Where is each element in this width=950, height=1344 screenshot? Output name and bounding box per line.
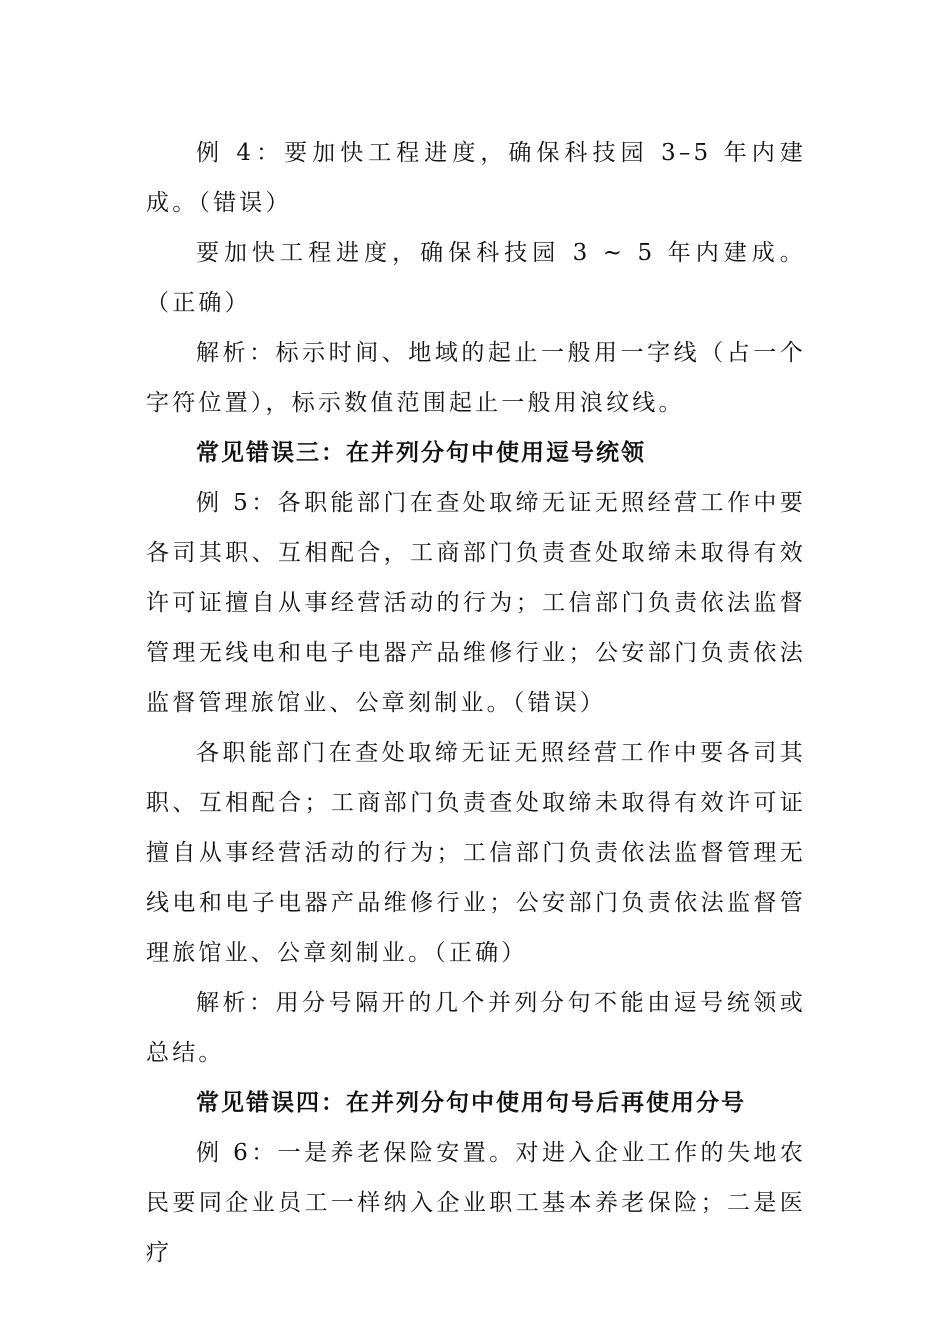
section-heading-error-three: 常见错误三：在并列分句中使用逗号统领 — [196, 440, 646, 466]
example-5-correct: 各职能部门在查处取缔无证无照经营工作中要各司其职、互相配合；工商部门负责查处取缔未取得有效许可证擅自从事经营活动的行为；工信部门负责依法监督管理无线电和电子电器产品维修行业；公安部门负责依法监督管理旅馆业、公章刻制业。（正确） — [146, 740, 806, 966]
example-4-wrong: 例 4：要加快工程进度，确保科技园 3–5 年内建成。（错误） — [146, 140, 806, 216]
example-4-correct: 要加快工程进度，确保科技园 3 ~ 5 年内建成。（正确） — [146, 240, 806, 316]
example-5-analysis: 解析：用分号隔开的几个并列分句不能由逗号统领或总结。 — [146, 990, 806, 1066]
document-page — [146, 128, 806, 1278]
example-4-analysis: 解析：标示时间、地域的起止一般用一字线（占一个字符位置），标示数值范围起止一般用浪纹线。 — [146, 340, 806, 416]
example-5-wrong: 例 5：各职能部门在查处取缔无证无照经营工作中要各司其职、互相配合，工商部门负责查处取缔未取得有效许可证擅自从事经营活动的行为；工信部门负责依法监督管理无线电和电子电器产品维修行业；公安部门负责依法监督管理旅馆业、公章刻制业。（错误） — [146, 490, 806, 716]
section-heading-error-four: 常见错误四：在并列分句中使用句号后再使用分号 — [196, 1090, 746, 1116]
example-6-text: 例 6：一是养老保险安置。对进入企业工作的失地农民要同企业员工一样纳入企业职工基本养老保险；二是医疗 — [146, 1140, 806, 1266]
